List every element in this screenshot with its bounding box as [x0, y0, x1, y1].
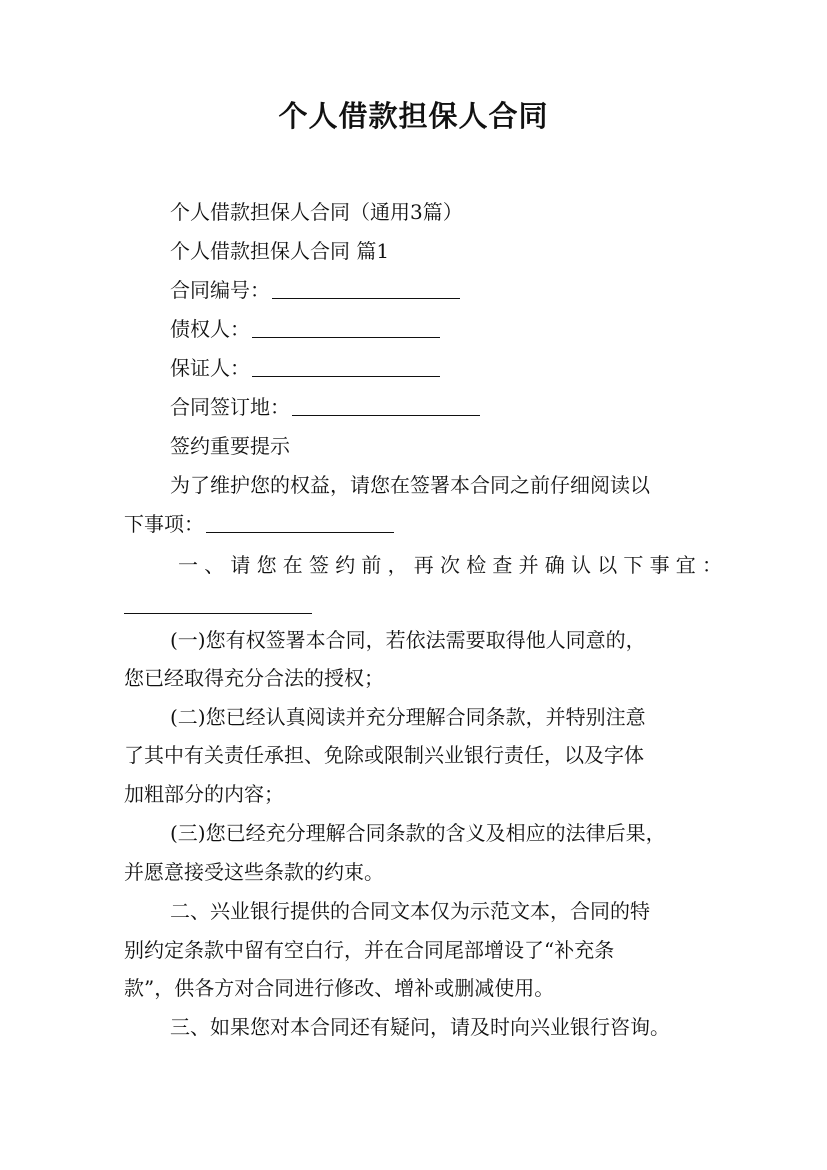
item-2-line-2: 别约定条款中留有空白行，并在合同尾部增设了“补充条 — [124, 938, 615, 962]
sub-2-line-2: 了其中有关责任承担、免除或限制兴业银行责任，以及字体 — [124, 743, 644, 767]
contract-number-blank — [272, 278, 460, 299]
creditor-field — [170, 314, 440, 344]
sub-1-line-2: 您已经取得充分合法的授权； — [124, 666, 384, 690]
intro-line-1: 为了维护您的权益，请您在签署本合同之前仔细阅读以 — [170, 473, 650, 497]
guarantor-label: 保证人： — [170, 356, 250, 380]
item-1-line-1: 一、请您在签约前，再次检查并确认以下事宜： — [178, 553, 729, 577]
creditor-label: 债权人： — [170, 317, 250, 341]
guarantor-blank — [252, 356, 440, 377]
guarantor-field — [170, 353, 440, 383]
contract-number-label: 合同编号： — [170, 278, 270, 302]
notice-heading: 签约重要提示 — [170, 434, 290, 458]
sub-1-line-1: (一)您有权签署本合同，若依法需要取得他人同意的， — [170, 628, 646, 652]
sub-3-line-2: 并愿意接受这些条款的约束。 — [124, 860, 384, 884]
item-3-line-1: 三、如果您对本合同还有疑问，请及时向兴业银行咨询。 — [170, 1015, 670, 1039]
item-2-line-3: 款”，供各方对合同进行修改、增补或删减使用。 — [124, 976, 555, 1000]
sub-3-line-1: (三)您已经充分理解合同条款的含义及相应的法律后果， — [170, 821, 666, 845]
item-2-line-1: 二、兴业银行提供的合同文本仅为示范文本，合同的特 — [170, 899, 650, 923]
item-1-line-2 — [124, 590, 312, 620]
part-heading: 个人借款担保人合同 篇1 — [170, 239, 390, 263]
contract-number-field — [170, 275, 460, 305]
sign-place-label: 合同签订地： — [170, 395, 290, 419]
intro-line-2-text: 下事项： — [124, 512, 204, 536]
sign-place-blank — [292, 395, 480, 416]
sign-place-field — [170, 392, 480, 422]
sub-2-line-1: (二)您已经认真阅读并充分理解合同条款，并特别注意 — [170, 705, 646, 729]
intro-blank — [206, 512, 394, 533]
item-1-blank — [124, 593, 312, 614]
document-subtitle: 个人借款担保人合同（通用3篇） — [170, 200, 463, 224]
sub-2-line-3: 加粗部分的内容； — [124, 782, 284, 806]
document-title: 个人借款担保人合同 — [278, 99, 549, 133]
creditor-blank — [252, 317, 440, 338]
intro-line-2 — [124, 509, 394, 539]
